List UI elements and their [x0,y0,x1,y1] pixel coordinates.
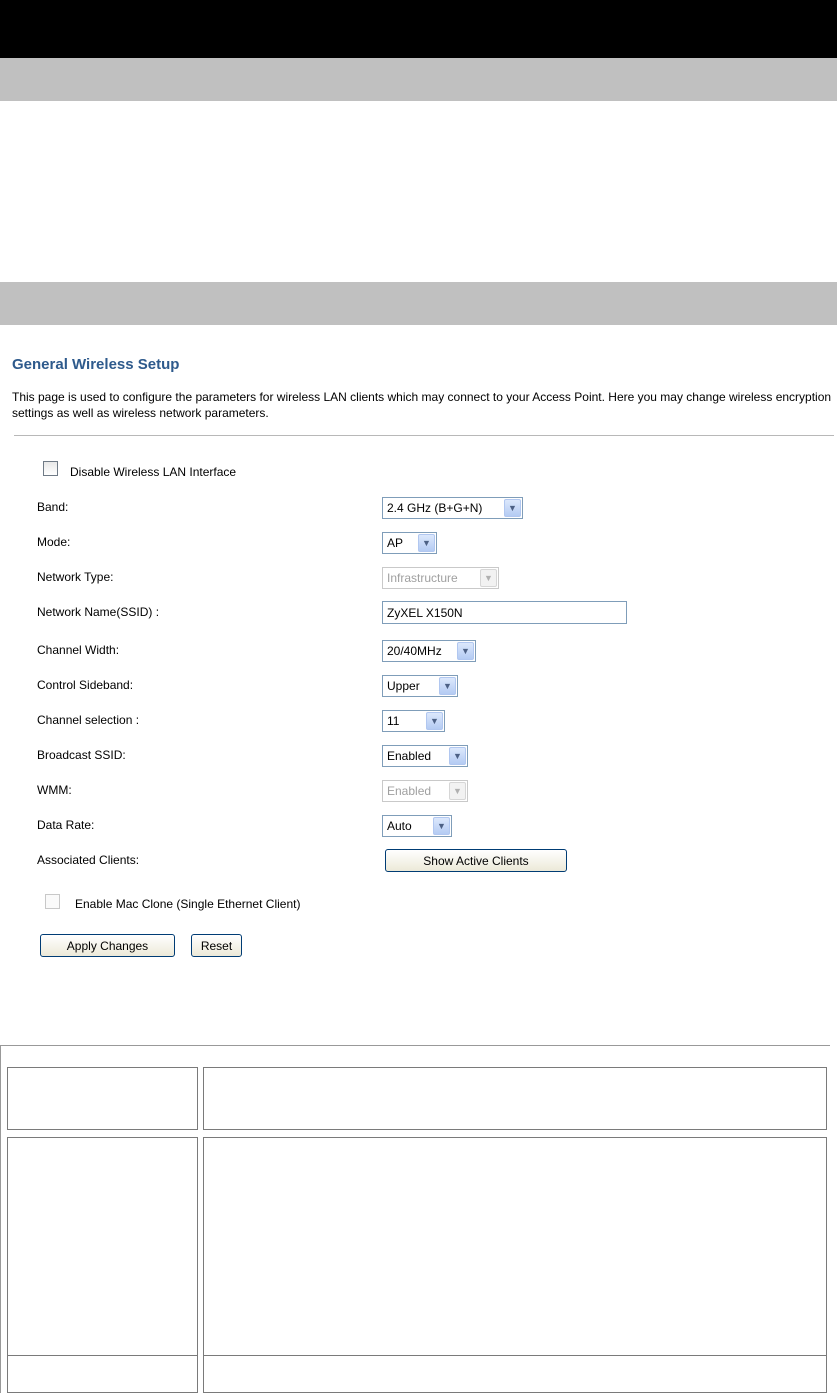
wmm-label: WMM: [37,783,72,797]
broadcast-ssid-value: Enabled [387,749,432,763]
chevron-down-icon: ▼ [439,677,456,695]
page-title: General Wireless Setup [12,356,180,373]
channel-width-select[interactable] [382,640,476,662]
control-sideband-label: Control Sideband: [37,678,134,692]
table-cell [7,1137,198,1392]
show-active-clients-button[interactable]: Show Active Clients [385,849,567,872]
gray-section-bar [0,282,837,325]
network-type-value: Infrastructure [387,571,458,585]
mode-label: Mode: [37,535,71,549]
channel-selection-label: Channel selection : [37,713,140,727]
disable-wlan-checkbox[interactable] [43,461,58,476]
channel-width-label: Channel Width: [37,643,120,657]
mode-value: AP [387,536,404,550]
channel-selection-value: 11 [387,714,400,728]
gray-header-bar [0,58,837,101]
chevron-down-icon: ▼ [480,569,497,587]
table-cell [203,1137,827,1392]
ssid-input[interactable]: ZyXEL X150N [382,601,627,624]
control-sideband-value: Upper [387,679,420,693]
network-type-select [382,567,499,589]
reset-button[interactable]: Reset [191,934,242,957]
mac-clone-label: Enable Mac Clone (Single Ethernet Client) [75,897,301,911]
mac-clone-checkbox[interactable] [45,894,60,909]
apply-changes-button[interactable]: Apply Changes [40,934,175,957]
top-black-bar [0,0,837,58]
broadcast-ssid-select[interactable] [382,745,468,767]
network-type-label: Network Type: [37,570,114,584]
table-cell [203,1067,827,1130]
data-rate-label: Data Rate: [37,818,95,832]
chevron-down-icon: ▼ [418,534,435,552]
data-rate-select[interactable] [382,815,452,837]
table-cell [203,1355,827,1393]
chevron-down-icon: ▼ [449,747,466,765]
chevron-down-icon: ▼ [449,782,466,800]
chevron-down-icon: ▼ [426,712,443,730]
chevron-down-icon: ▼ [457,642,474,660]
mode-select[interactable] [382,532,437,554]
chevron-down-icon: ▼ [433,817,450,835]
band-select[interactable] [382,497,523,519]
control-sideband-select[interactable] [382,675,458,697]
channel-width-value: 20/40MHz [387,644,442,658]
broadcast-ssid-label: Broadcast SSID: [37,748,126,762]
wmm-select [382,780,468,802]
band-value: 2.4 GHz (B+G+N) [387,501,483,515]
table-cell [7,1355,198,1393]
channel-selection-select[interactable] [382,710,445,732]
chevron-down-icon: ▼ [504,499,521,517]
disable-wlan-label: Disable Wireless LAN Interface [70,465,237,479]
band-label: Band: [37,500,69,514]
associated-clients-label: Associated Clients: [37,853,140,867]
data-rate-value: Auto [387,819,412,833]
description-table [0,1045,837,1393]
divider [14,435,834,436]
wmm-value: Enabled [387,784,432,798]
ssid-label: Network Name(SSID) : [37,605,160,619]
page-description: This page is used to configure the parameters for wireless LAN clients which may connect to your Access Point. Here you may change wireless encryption settings as well as wireless network parameters. [12,390,832,420]
table-cell [7,1067,198,1130]
